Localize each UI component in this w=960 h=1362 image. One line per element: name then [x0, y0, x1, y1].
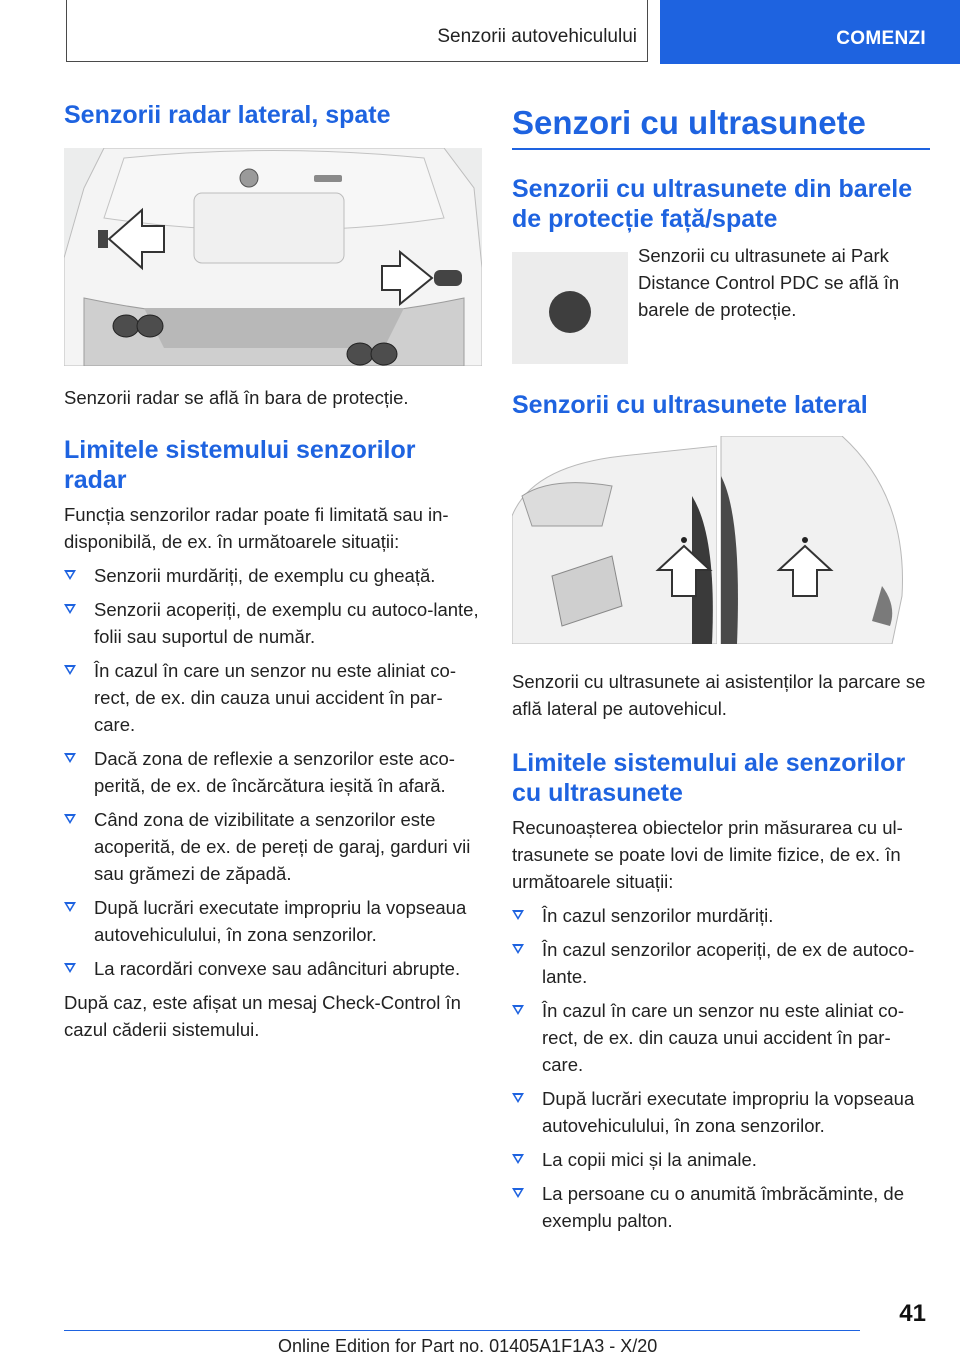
heading-ultrasonic-lateral: Senzorii cu ultrasunete lateral	[512, 391, 868, 419]
list-item: În cazul senzorilor murdăriți.	[512, 902, 930, 929]
left-column	[64, 100, 482, 1043]
heading-ultrasonic: Senzori cu ultrasunete	[512, 100, 930, 150]
bullet-triangle-icon	[512, 1005, 524, 1015]
bullet-triangle-icon	[512, 910, 524, 920]
car-side-illustration	[512, 436, 908, 644]
car-rear-illustration	[64, 148, 482, 366]
heading-radar-lateral: Senzorii radar lateral, spate	[64, 101, 391, 129]
list-item: Când zona de vizibilitate a senzorilor este acoperită, de ex. de pereți de garaj, garduri vii sau grămezi de zăpadă.	[64, 806, 482, 887]
list-item: În cazul în care un senzor nu este aliniat co-rect, de ex. din cauza unui accident în par-care.	[512, 997, 930, 1078]
page-number: 41	[899, 1300, 926, 1327]
heading-radar-limits: Limitele sistemului senzorilor radar	[64, 436, 416, 494]
heading-ultrasonic-limits: Limitele sistemului ale senzorilor cu ultrasunete	[512, 749, 906, 807]
sensor-disc-icon	[512, 252, 628, 364]
list-item: La copii mici și la animale.	[512, 1146, 930, 1173]
list-item: În cazul în care un senzor nu este aliniat co-rect, de ex. din cauza unui accident în par-care.	[64, 657, 482, 738]
header-section-box	[66, 0, 648, 62]
ultrasonic-limits-list	[512, 902, 930, 1234]
chapter-title: COMENZI	[836, 28, 926, 49]
image-rear-bumper-radar	[64, 148, 482, 366]
list-item: După lucrări executate impropriu la vopseaua autovehiculului, în zona senzorilor.	[64, 894, 482, 948]
right-column	[512, 100, 930, 1241]
footer-edition: Online Edition for Part no. 01405A1F1A3 - X/20	[278, 1336, 658, 1356]
list-item: Senzorii acoperiți, de exemplu cu autoco-lante, folii sau suportul de număr.	[64, 596, 482, 650]
bullet-triangle-icon	[64, 604, 76, 614]
bullet-triangle-icon	[512, 1154, 524, 1164]
bullet-triangle-icon	[64, 902, 76, 912]
image2-caption: Senzorii cu ultrasunete ai asistenților la parcare se află lateral pe autovehicul.	[512, 671, 926, 719]
footer-divider	[64, 1330, 860, 1331]
bullet-triangle-icon	[512, 1188, 524, 1198]
image-sensor	[512, 252, 628, 364]
heading-ultrasonic-bumpers: Senzorii cu ultrasunete din barele de protecție față/spate	[512, 175, 913, 233]
list-item: În cazul senzorilor acoperiți, de ex de autoco-lante.	[512, 936, 930, 990]
list-item: Senzorii murdăriți, de exemplu cu gheață.	[64, 562, 482, 589]
bullet-triangle-icon	[64, 753, 76, 763]
bullet-triangle-icon	[64, 814, 76, 824]
radar-outro: După caz, este afișat un mesaj Check-Control în cazul căderii sistemului.	[64, 992, 461, 1040]
header-chapter-box	[660, 0, 960, 64]
list-item: La persoane cu o anumită îmbrăcăminte, de exemplu palton.	[512, 1180, 930, 1234]
list-item: După lucrări executate impropriu la vopseaua autovehiculului, în zona senzorilor.	[512, 1085, 930, 1139]
list-item: Dacă zona de reflexie a senzorilor este aco-perită, de ex. de încărcătura ieșită în afară.	[64, 745, 482, 799]
radar-intro: Funcția senzorilor radar poate fi limitată sau in-disponibilă, de ex. în următoarele situații:	[64, 504, 449, 552]
ultrasonic-intro: Recunoașterea obiectelor prin măsurarea cu ul-trasunete se poate lovi de limite fizice, de ex. în următoarele situații:	[512, 817, 903, 892]
sensor-text: Senzorii cu ultrasunete ai Park Distance Control PDC se află în barele de protecție.	[638, 245, 900, 320]
bullet-triangle-icon	[512, 944, 524, 954]
bullet-triangle-icon	[64, 963, 76, 973]
image-lateral-sensors	[512, 436, 908, 644]
image1-caption: Senzorii radar se află în bara de protecție.	[64, 387, 409, 408]
bullet-triangle-icon	[512, 1093, 524, 1103]
section-title: Senzorii autovehiculului	[437, 26, 637, 47]
list-item: La racordări convexe sau adâncituri abrupte.	[64, 955, 482, 982]
bullet-triangle-icon	[64, 570, 76, 580]
radar-limits-list	[64, 562, 482, 982]
sensor-block	[512, 246, 930, 364]
bullet-triangle-icon	[64, 665, 76, 675]
